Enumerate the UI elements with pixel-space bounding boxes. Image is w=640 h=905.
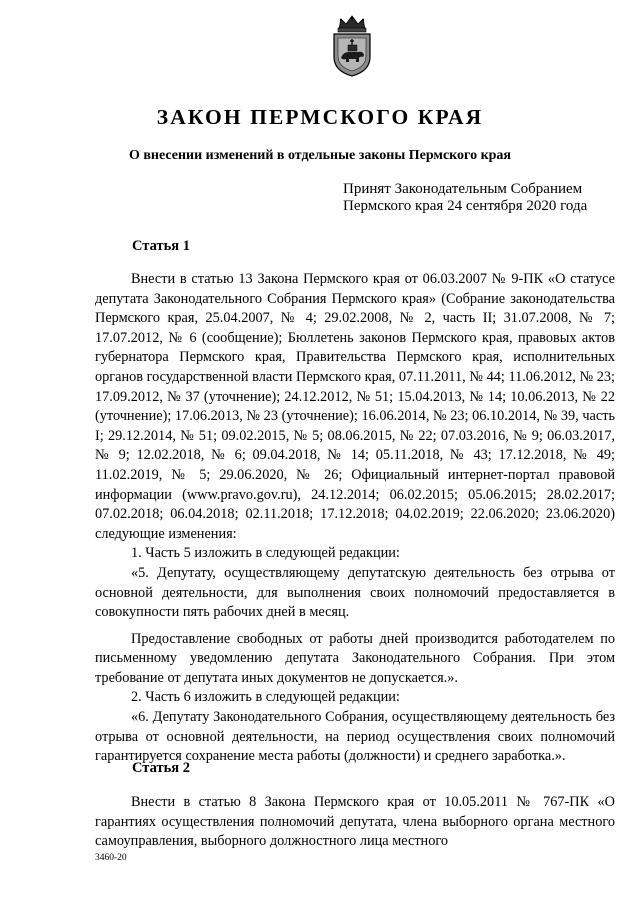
paragraph: 1. Часть 5 изложить в следующей редакции: — [131, 545, 400, 562]
article-1-body — [95, 270, 615, 767]
document-code: 3460-20 — [95, 853, 127, 863]
adoption-note — [343, 181, 603, 215]
paragraph: Предоставление свободных от работы дней производится работодателем по письменному уведомлению депутата Законодательного Собрания. При этом требование от депутата иных документов не допускается.». — [95, 630, 615, 686]
perm-krai-coat-of-arms-icon — [329, 15, 375, 77]
paragraph: Внести в статью 8 Закона Пермского края от 10.05.2011 № 767-ПК «О гарантиях осуществления полномочий депутата, члена выборного органа местного самоуправления, выборного должностного лица местного — [95, 794, 615, 850]
law-title: ЗАКОН ПЕРМСКОГО КРАЯ — [156, 105, 484, 129]
paragraph: Внести в статью 13 Закона Пермского края от 06.03.2007 № 9-ПК «О статусе депутата Законодательного Собрания Пермского края» (Собрание законодательства Пермского края, 25.04.2007, № 4; 29.02.2008, № 2, часть II; 31.07.2008, № 7; 17.07.2012, № 6 (сообщение); Бюллетень законов Пермского края, правовых актов губернатора Пермского края, Правительства Пермского края, исполнительных органов государственной власти Пермского края, 07.11.2011, № 44; 11.06.2012, № 23; 17.09.2012, № 37 (уточнение); 24.12.2012, № 51; 15.04.2013, № 14; 10.06.2013, № 22 (уточнение); 17.06.2013, № 23 (уточнение); 16.06.2014, № 23; 06.10.2014, № 39, часть I; 29.12.2014, № 51; 09.02.2015, № 5; 08.06.2015, № 22; 07.03.2016, № 9; 06.03.2017, № 9; 12.02.2018, № 6; 09.04.2018, № 14; 05.11.2018, № 43; 17.12.2018, № 49; 11.02.2019, № 5; 29.06.2020, № 26; Официальный интернет-портал правовой информации (www.pravo.gov.ru), 24.12.2014; 06.02.2015; 05.06.2015; 28.02.2017; 07.02.2018; 06.04.2018; 02.11.2018; 17.12.2018; 04.02.2019; 22.06.2020; 23.06.2020) следующие изменения: — [95, 271, 615, 542]
paragraph: «5. Депутату, осуществляющему депутатскую деятельность без отрыва от основной деятельности, для выполнения своих полномочий предоставляется в совокупности пять рабочих дней в месяц. — [95, 564, 615, 621]
article-2-body — [95, 793, 615, 852]
adoption-note-line: Принят Законодательным Собранием — [343, 181, 583, 197]
adoption-note-line: Пермского края 24 сентября 2020 года — [343, 198, 588, 214]
paragraph: «6. Депутату Законодательного Собрания, осуществляющему деятельность без отрыва от основной деятельности, на период осуществления своих полномочий гарантируется сохранение места работы (должности) и среднего заработка.». — [95, 709, 615, 765]
paragraph: 2. Часть 6 изложить в следующей редакции: — [131, 689, 400, 706]
article-1-heading: Статья 1 — [132, 238, 190, 254]
law-subtitle: О внесении изменений в отдельные законы Пермского края — [128, 148, 511, 163]
article-2-heading: Статья 2 — [132, 760, 190, 776]
